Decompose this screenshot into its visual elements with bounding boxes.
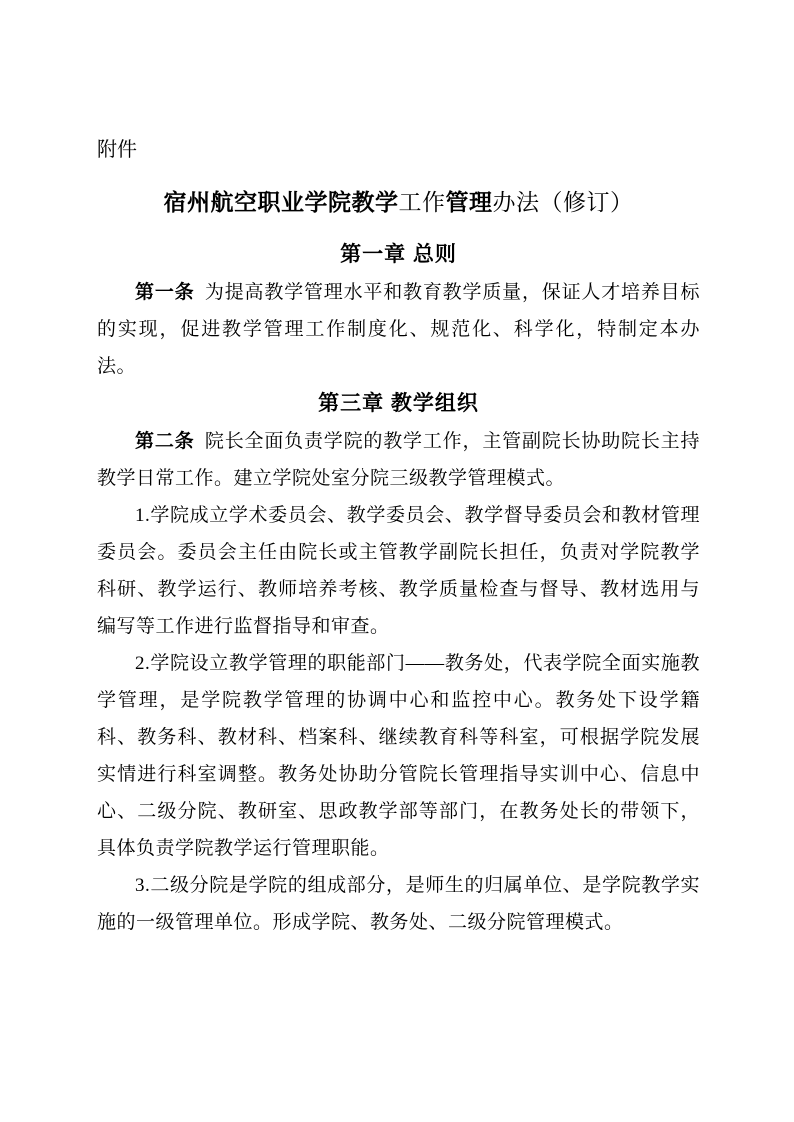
numbered-item-3: 3.二级分院是学院的组成部分，是师生的归属单位、是学院教学实施的一级管理单位。形成学院、教务处、二级分院管理模式。 (97, 875, 700, 933)
attachment-label: 附件 (97, 139, 137, 161)
article-text: 院长全面负责学院的教学工作，主管副院长协助院长主持教学日常工作。建立学院处室分院三级教学管理模式。 (97, 431, 700, 489)
document-title (97, 186, 700, 220)
title-segment: 管理 (445, 190, 493, 215)
article-number: 第一条 (135, 282, 195, 303)
article-paragraph-2 (97, 423, 700, 497)
article-paragraph-1 (97, 274, 700, 385)
article-number: 第二条 (135, 431, 195, 452)
numbered-item-1: 1.学院成立学术委员会、教学委员会、教学督导委员会和教材管理委员会。委员会主任由院长或主管教学副院长担任，负责对学院教学科研、教学运行、教师培养考核、教学质量检查与督导、教材选用与编写等工作进行监督指导和审查。 (97, 505, 700, 637)
title-segment: 宿州航空职业学院教学 (163, 190, 399, 215)
chapter-heading-general-provisions: 第一章 总则 (340, 243, 457, 266)
title-segment: 办法（修订） (492, 190, 634, 215)
title-segment: 工作 (398, 190, 446, 215)
article-text: 为提高教学管理水平和教育教学质量，保证人才培养目标的实现，促进教学管理工作制度化、规范化、科学化，特制定本办法。 (97, 282, 700, 377)
numbered-item-2: 2.学院设立教学管理的职能部门——教务处，代表学院全面实施教学管理，是学院教学管理的协调中心和监控中心。教务处下设学籍科、教务科、教材科、档案科、继续教育科等科室，可根据学院发展实情进行科室调整。教务处协助分管院长管理指导实训中心、信息中心、二级分院、教研室、思政教学部等部门，在教务处长的带领下，具体负责学院教学运行管理职能。 (97, 653, 700, 859)
chapter-heading-teaching-organization: 第三章 教学组织 (318, 392, 479, 415)
